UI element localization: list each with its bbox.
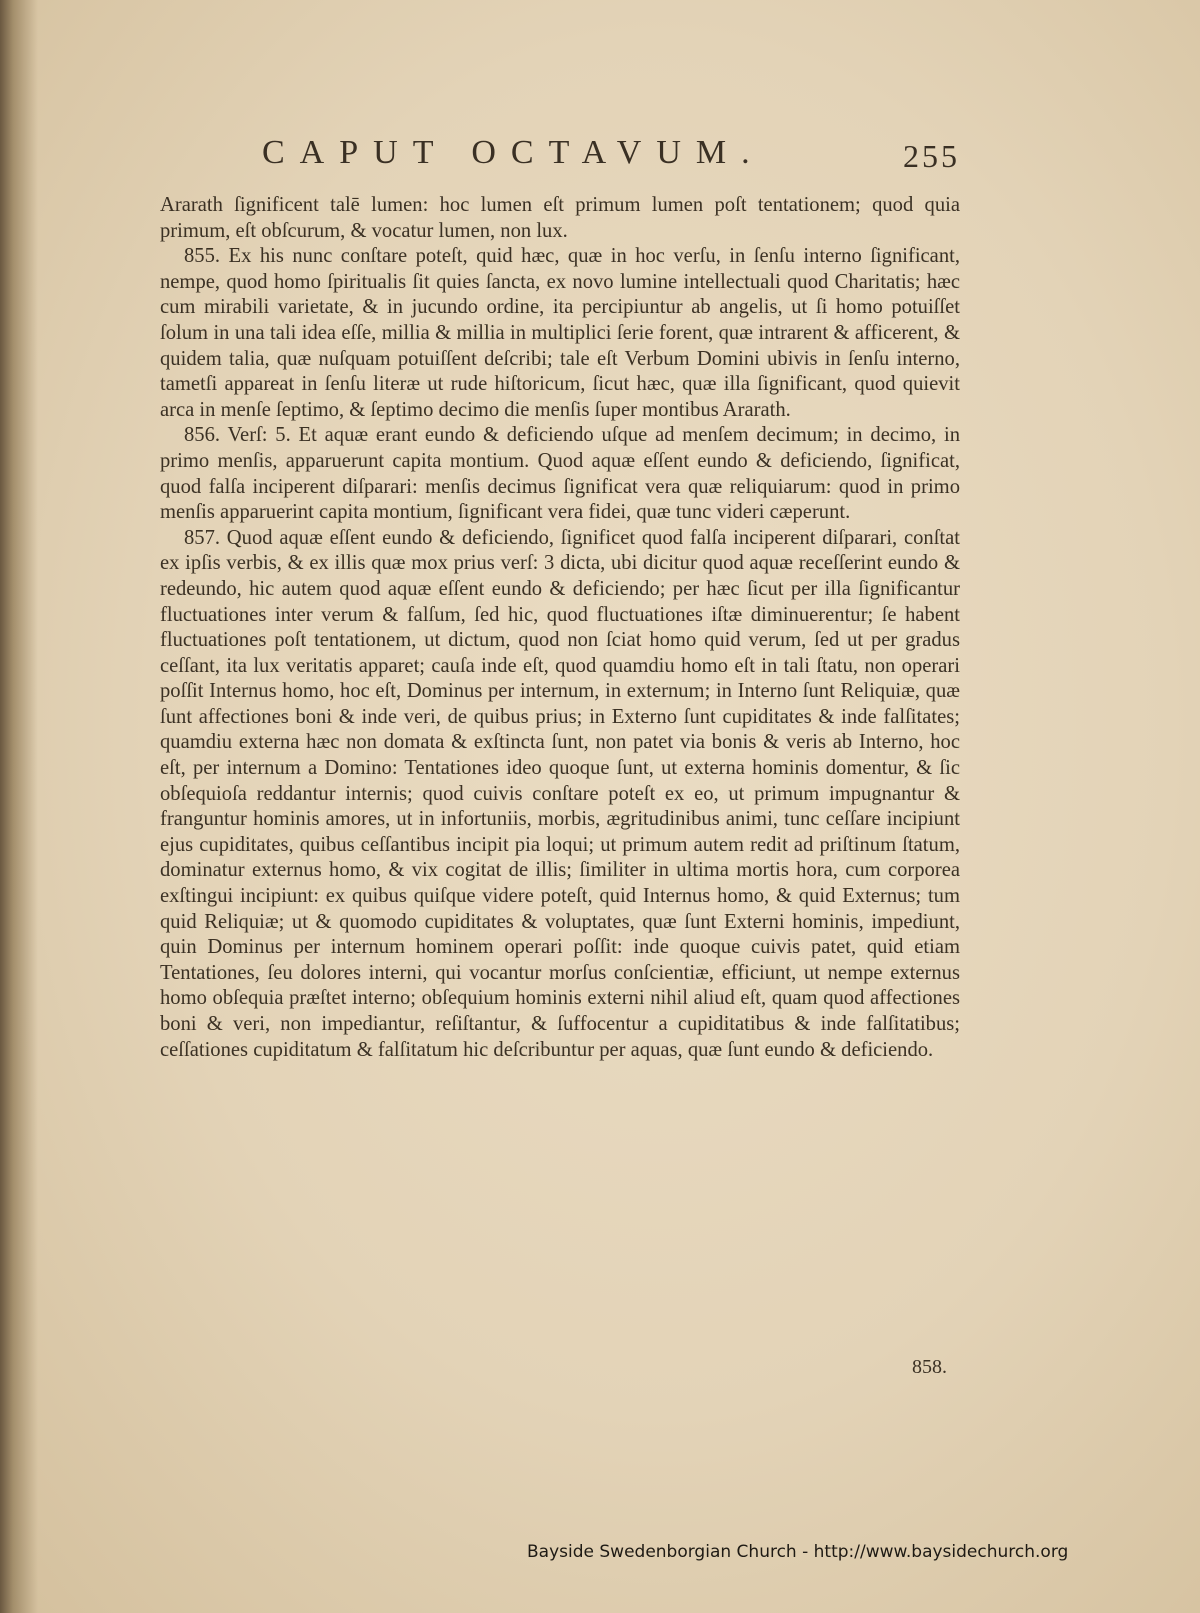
running-head: CAPUT OCTAVUM.	[262, 134, 765, 171]
binding-shadow	[0, 0, 38, 1613]
paragraph-857: 857. Quod aquæ eſſent eundo & deficiendo, ſignificet quod falſa inciperent diſparari, conſtat ex ipſis verbis, & ex illis quæ mox prius verſ: 3 dicta, ubi dicitur quod aquæ receſſerint eundo & redeundo, hic autem quod aquæ eſſent eundo & deficiendo; per hæc ſicut per illa ſignificantur fluctuationes inter verum & falſum, ſed hic, quod fluctuationes iſtæ diminuerentur; ſe habent fluctuationes poſt tentationem, ut dictum, quod non ſciat homo quid verum, ſed ut per gradus ceſſant, ita lux veritatis apparet; cauſa inde eſt, quod quamdiu homo eſt in tali ſtatu, non operari poſſit Internus homo, hoc eſt, Dominus per internum, in externum; in Interno ſunt Reliquiæ, quæ ſunt affectiones boni & inde veri, de quibus prius; in Externo ſunt cupiditates & inde falſitates; quamdiu externa hæc non domata & exſtincta ſunt, non patet via bonis & veris ab Interno, hoc eſt, per internum a Domino: Tentationes ideo quoque ſunt, ut externa hominis domentur, & ſic obſequioſa reddantur internis; quod cuivis conſtare poteſt ex eo, ut primum impugnantur & franguntur hominis amores, ut in infortuniis, morbis, ægritudinibus animi, tunc ceſſare incipiunt ejus cupiditates, quibus ceſſantibus incipit pia loqui; ut primum autem redit ad priſtinum ſtatum, dominatur externus homo, & vix cogitat de illis; ſimiliter in ultima mortis hora, cum corporea exſtingui incipiunt: ex quibus quiſque videre poteſt, quid Internus homo, & quid Externus; tum quid Reliquiæ; ut & quomodo cupiditates & voluptates, quæ ſunt Externi hominis, impediunt, quin Dominus per internum hominem operari poſſit: inde quoque cuivis patet, quid etiam Tentationes, ſeu dolores interni, qui vocantur morſus conſcientiæ, efficiunt, ut nempe externus homo obſequia præſtet interno; obſequium hominis externi nihil aliud eſt, quam quod affectiones boni & veri, non impediantur, reſiſtantur, & ſuffocentur a cupiditatibus & inde falſitatibus; ceſſationes cupiditatum & falſitatum hic deſcribuntur per aquas, quæ ſunt eundo & deficiendo.	[160, 526, 960, 1061]
paragraph-continuation: Ararath ſignificent talē lumen: hoc lumen eſt primum lumen poſt tentationem; quod quia primum, eſt obſcurum, & vocatur lumen, non lux.	[160, 194, 960, 242]
paragraph-856: 856. Verſ: 5. Et aquæ erant eundo & deficiendo uſque ad menſem decimum; in decimo, in primo menſis, apparuerunt capita montium. Quod aquæ eſſent eundo & deficiendo, ſignificat, quod falſa inciperent diſparari: menſis decimus ſignificat vera quæ reliquiarum: quod in primo menſis apparuerint capita montium, ſignificant vera fidei, quæ tunc videri cæperunt.	[160, 424, 960, 524]
paragraph-855: 855. Ex his nunc conſtare poteſt, quid hæc, quæ in hoc verſu, in ſenſu interno ſignificant, nempe, quod homo ſpiritualis ſit quies ſancta, ex novo lumine intellectuali quod Charitatis; hæc cum mirabili varietate, & in jucundo ordine, ita percipiuntur ab angelis, ut ſi homo potuiſſet ſolum in una tali idea eſſe, millia & millia in multiplici ſerie forent, quæ intrarent & afficerent, & quidem talia, quæ nuſquam potuiſſent deſcribi; tale eſt Verbum Domini ubivis in ſenſu interno, tametſi appareat in ſenſu literæ ut rude hiſtoricum, ſicut hæc, quæ illa ſignificant, quod quievit arca in menſe ſeptimo, & ſeptimo decimo die menſis ſuper montibus Ararath.	[160, 245, 960, 421]
body-text	[160, 193, 960, 1063]
page-number: 255	[903, 138, 960, 174]
catchword: 858.	[912, 1356, 947, 1378]
footer-credit: Bayside Swedenborgian Church - http://www.baysidechurch.org	[527, 1542, 1069, 1562]
page-header	[0, 134, 1200, 184]
